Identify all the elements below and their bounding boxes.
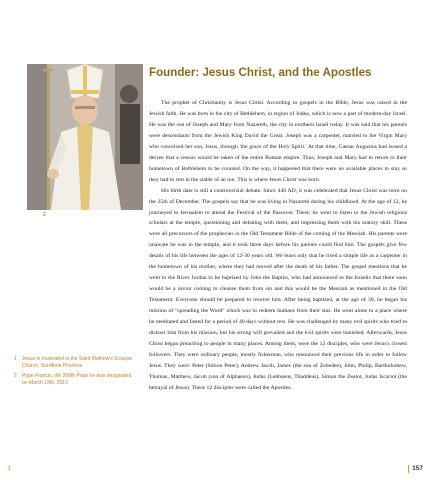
- figure-captions: [14, 356, 134, 390]
- page-number: 157: [408, 465, 423, 473]
- caption-text: Jesus in mustrated in the Saint Mathew's Scrayan Church, Nordforia Province: [22, 356, 133, 369]
- pope-photo: [27, 64, 143, 210]
- caption-number: 2: [14, 373, 17, 379]
- side-marker: 1: [8, 466, 11, 472]
- caption-item: [14, 373, 134, 387]
- figure-marker: 2: [43, 212, 46, 218]
- section-title: Founder: Jesus Christ, and the Apostles: [149, 66, 372, 79]
- paragraph-1: The prophet of Christianity is Jesus Christ. According to gospels in the Bible, Jesus was raised in the Jewish faith. He was born in the city of Bethlehem, in region of Judea, which is now a part of modern-day Israel. He was the son of Joseph and Mary from Nazareth, the city in northern Israel today. It was said that his parents were descendants from the Jewish King David the Great. Joseph was a carpenter, married to the Virgin Mary who conceived her son, Jesus, through 'the grace of the Holy Spirit.' At that time, Caesar Augustus had issued a decree that a census would be taken of the entire Roman empire. Thus, Joseph and Mary had to return to their hometown of Bethlehem to be counted. On the way, it happened that there were no available places to stay so they had to rest in the stable of an inn. This is where Jesus Christ was born.: [149, 100, 407, 183]
- caption-text: Pope Francis, the 266th Pope he was designated on March 13th, 2013: [22, 373, 132, 386]
- article-body: [149, 98, 407, 394]
- pope-illustration: [27, 64, 143, 210]
- paragraph-2: His birth date is still a controversial debate. Since 440 AD, it was celebrated that Jesus Christ was born on the 25th of December. The gospels say that he was living in Nazareth during his childhood. At the age of 12, he journeyed to Jerusalem to attend the Festival of the Passover. There, he went to listen to the Jewish religious scholars at the temple, questioning and debating with them, and impressing them with his oratory skill. These were all precursors of the prophecies in the Old Testament Bible of the coming of the Messiah. His parents were unaware he was in the temple, and it took three days before his parents could find him. The gospels give few details of his life between the ages of 12-30 years old. We learn only that he lived a simple life as a carpenter in the hometown of his mother, where they had moved after the death of his father. The gospel mentions that he went to the River Jordan to be baptized by John the Baptist, who had announced to the Israelis that there soon would be a savior coming to cleanse them from sin and this would be the Messiah as mentioned in the Old Testament. Everyone should be prepared to receive him. After being baptized, at the age of 30, he began his mission of "spreading the Word" which was to redeem humans from their sins. He went alone to a place where he meditated and fasted for a period of 40 days without rest. He was challenged by many evil spirits who tried to distract him from his mission, but his strong will prevailed and the evil spirits were banished. Afterwards, Jesus Christ began preaching to people in many places. Among them, were the 12 disciples, who were Jesus's closest followers. They were ordinary people, mostly fisherman, who renounced their previous life in order to follow Jesus. They were: Peter (Simon Peter), Andrew Jacob, James (the son of Zebedee), John, Philip, Bartholomew, Thomas, Matthew, Jacob (son of Alphaeus), Judas (Lebbaeus, Thaddeus), Simon the Zealot, Judas Iscariot (the betrayal of Jesus). These 12 disciples were called the Apostles.: [149, 187, 407, 391]
- caption-number: 1: [14, 356, 17, 362]
- caption-item: [14, 356, 134, 370]
